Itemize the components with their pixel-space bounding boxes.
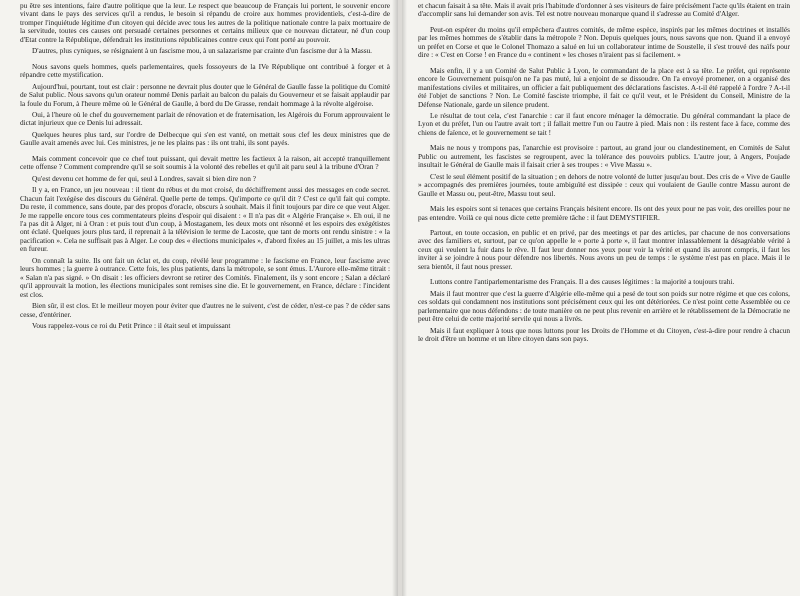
paragraph: D'autres, plus cyniques, se résignaient à un fascisme mou, à un salazarisme par crainte d'un fascisme dur à la Massu. — [32, 46, 373, 56]
paragraph: Il y a, en France, un jeu nouveau : il tient du rébus et du mot croisé, du déchiffrement aussi des messages en code secret. Chacun fait l'exégèse des discours du Général. Quelle perte de temps. Qu'importe ce qu'il dit ? C'est ce qu'il fait qui compte. Du reste, il commence, sans doute, par des propos d'oracle, obscurs à souhait. Mais il finit toujours par dire ce que veut Alger. Je me rappelle encore tous ces commentateurs pleins d'espoir qui disaient : « Il n'a pas dit « Algérie Française ». Eh oui, il ne l'a pas dit à Alger, ni à Oran : et puis tout d'un coup, à Mostaganem, les deux mots ont résonné et les espoirs des exégétistes ont éclaté. Quelques jours plus tard, il reprenait à la télévision le terme de Lacoste, que tant de morts ont rendu sinistre : « la pacification ». Cela ne suffisait pas à Alger. Le coup des « élections municipales », d'abord fixées au 15 juillet, a mis les ultras en fureur. — [20, 185, 390, 254]
paragraph: Mais il faut expliquer à tous que nous luttons pour les Droits de l'Homme et du Citoyen, c'est-à-dire pour rendre à chacun le droit d'être un homme et un libre citoyen dans son pays. — [418, 325, 790, 343]
paragraph: pu être ses intentions, faire d'autre politique que la leur. Le respect que beaucoup de Français lui portent, le souvenir encore vivant dans le pays des services qu'il a rendus, le besoin si répandu de croire aux hommes providentiels, c'est-à-dire de tromper l'inquiétude légitime d'un citoyen qui décide avec tous les autres de la politique nationale contre la paix mortuaire de la servitude, toutes ces causes ont persuadé certaines personnes et certains milieux que ce nouveau dictateur, né d'un coup d'Etat contre la République, défendrait les institutions républicaines contre ceux qui l'ont porté au pouvoir. — [20, 1, 390, 44]
paragraph: Mais il faut montrer que c'est la guerre d'Algérie elle-même qui a pesé de tout son poids sur notre régime et que ces colons, ces soldats qui condamnent nos institutions sont précisément ceux qui les ont détériorées. Ce n'est point cette Assemblée ou ce parlementaire que nous défendons : de toute manière on ne peut plus revenir en arrière et le rétablissement de la Démocratie ne peut être celui de cette majorité servile qui nous a livrés. — [418, 288, 790, 324]
paragraph: Le résultat de tout cela, c'est l'anarchie : car il faut encore ménager la démocratie. Du général commandant la place de Lyon et du préfet, l'un ou l'autre avait tort ; il fallait mettre l'un ou l'autre à pied. Mais non : ils restent face à face, comme des chiens de faïence, et le gouvernement se tait ! — [418, 110, 790, 137]
paragraph: Qu'est devenu cet homme de fer qui, seul à Londres, savait si bien dire non ? — [32, 173, 257, 183]
paragraph: Quelques heures plus tard, sur l'ordre de Delbecque qui s'en est vanté, on mettait sous clef les deux ministres que de Gaulle avait amenés avec lui. Ces ministres, je ne les plains pas : ils ont trahi, ils sont payés. — [20, 129, 390, 148]
paragraph: Partout, en toute occasion, en public et en privé, par des meetings et par des articles, par chacune de nos conversations avec des familiers et, surtout, par ce qu'on appelle le « porte à porte », il faut montrer inlassablement la désagréable vérité à ceux qui veulent la fuir dans le rêve. Il faut leur donner nos yeux pour voir la vérité et quand ils auront compris, il faut les inviter à se joindre à nous pour défendre nos libertés. Nous avons un peu de temps : le système n'est pas en place. Mais il le sera bientôt, il faut nous presser. — [418, 227, 790, 271]
paragraph: Mais enfin, il y a un Comité de Salut Public à Lyon, le commandant de la place est à sa tête. Le préfet, qui représente encore le Gouvernement puisqu'on ne l'a pas muté, lui a enjoint de se dissoudre. On l'a envoyé promener, on a organisé des manifestations civiles et militaires, un officier a fait publiquement des déclarations fascistes. A-t-il été rappelé à l'ordre ? A-t-il été l'objet de sanctions ? Non. Le Comité fasciste triomphe, il fait ce qu'il veut, et le Président du Conseil, Ministre de la Défense Nationale, garde un silence prudent. — [418, 65, 790, 109]
paragraph: Bien sûr, il est clos. Et le meilleur moyen pour éviter que d'autres ne le suivent, c'est de céder, n'est-ce pas ? de céder sans cesse, d'entériner. — [20, 301, 390, 319]
paragraph: Nous savons quels hommes, quels parlementaires, quels fossoyeurs de la IVe République ont contribué à forger et à répandre cette mystification. — [20, 61, 390, 80]
left-page — [0, 0, 398, 596]
paragraph: Vous rappelez-vous ce roi du Petit Prince : il était seul et impuissant — [32, 320, 231, 330]
right-page — [402, 0, 800, 596]
paragraph: C'est le seul élément positif de la situation ; en dehors de notre volonté de lutter jusqu'au bout. Des cris de « Vive de Gaulle » accompagnés des premières journées, toute ambiguïté est dissipée : ceux qui voulaient de Gaulle contre Massu auront de Gaulle et Massu ou, peut-être, Massu tout seul. — [418, 171, 790, 198]
paragraph: On connaît la suite. Ils ont fait un éclat et, du coup, révélé leur programme : le fascisme en France, leur fascisme avec leurs hommes ; la guerre à outrance. Cette fois, les plus patients, dans la métropole, se sont émus. L'Aurore elle-même titrait : « Salan n'a pas signé. » On disait : les officiers devront se retirer des Comités. Finalement, ils y sont encore ; Salan a déclaré qu'il approuvait la motion, les élections municipales sont remises sine die. Et le gouvernement, en France, déclare : l'incident est clos. — [20, 255, 390, 299]
paragraph: Mais les espoirs sont si tenaces que certains Français hésitent encore. Ils ont des yeux pour ne pas voir, des oreilles pour ne pas entendre. Voilà ce qui nous dicte cette première tâche : il faut DEMYSTIFIER. — [418, 204, 790, 222]
paragraph: Aujourd'hui, pourtant, tout est clair : personne ne devrait plus douter que le Général de Gaulle fasse la politique du Comité de Salut public. Nous savons qu'un orateur nommé Denis parlait au balcon du palais du Gouverneur et se faisait applaudir par la foule du Forum, à l'heure même où le Général de Gaulle, à bord du De Grasse, rendait hommage à la révolte algéroise. — [20, 81, 390, 108]
paragraph: et chacun faisait à sa tête. Mais il avait pris l'habitude d'ordonner à ses visiteurs de faire précisément l'acte qu'ils étaient en train d'accomplir sans lui demander son avis. Tel est notre nouveau monarque quand il s'adresse au Comité d'Alger. — [418, 1, 790, 19]
paragraph: Luttons contre l'antiparlementarisme des Français. Il a des causes légitimes : la majorité a toujours trahi. — [430, 277, 735, 287]
paragraph: Oui, à l'heure où le chef du gouvernement parlait de rénovation et de fraternisation, les Algérois du Forum approuvaient le dictat injurieux que ce Denis lui adressait. — [20, 109, 390, 128]
paragraph: Mais comment concevoir que ce chef tout puissant, qui devait mettre les factieux à la raison, ait accepté tranquillement cette offense ? Comment comprendre qu'il se soit soumis à la volonté des rebelles et qu'il ait paru seul à la tribune d'Oran ? — [20, 153, 390, 172]
paragraph: Mais ne nous y trompons pas, l'anarchie est provisoire : partout, au grand jour ou clandestinement, en Comités de Salut Public ou autrement, les fascistes se regroupent, avec la tolérance des pouvoirs publics. L'autre jour, à Angers, Poujade insultait le Général de Gaulle mais il faisait crier à ses troupes : « Vive Massu ». — [418, 143, 790, 170]
paragraph: Peut-on espérer du moins qu'il empêchera d'autres comités, de même espèce, inspirés par les mêmes doctrines et installés par les mêmes hommes de s'établir dans la métropole ? Non. Depuis quelques jours, nous savons que non. Quand il a envoyé un préfet en Corse et que le Colonel Thomazo a salué en lui un collaborateur intime de Soustelle, il s'est trouvé des naïfs pour dire : « C'est en Corse ! en France du « continent » les choses n'iraient pas si facilement. » — [418, 24, 790, 60]
